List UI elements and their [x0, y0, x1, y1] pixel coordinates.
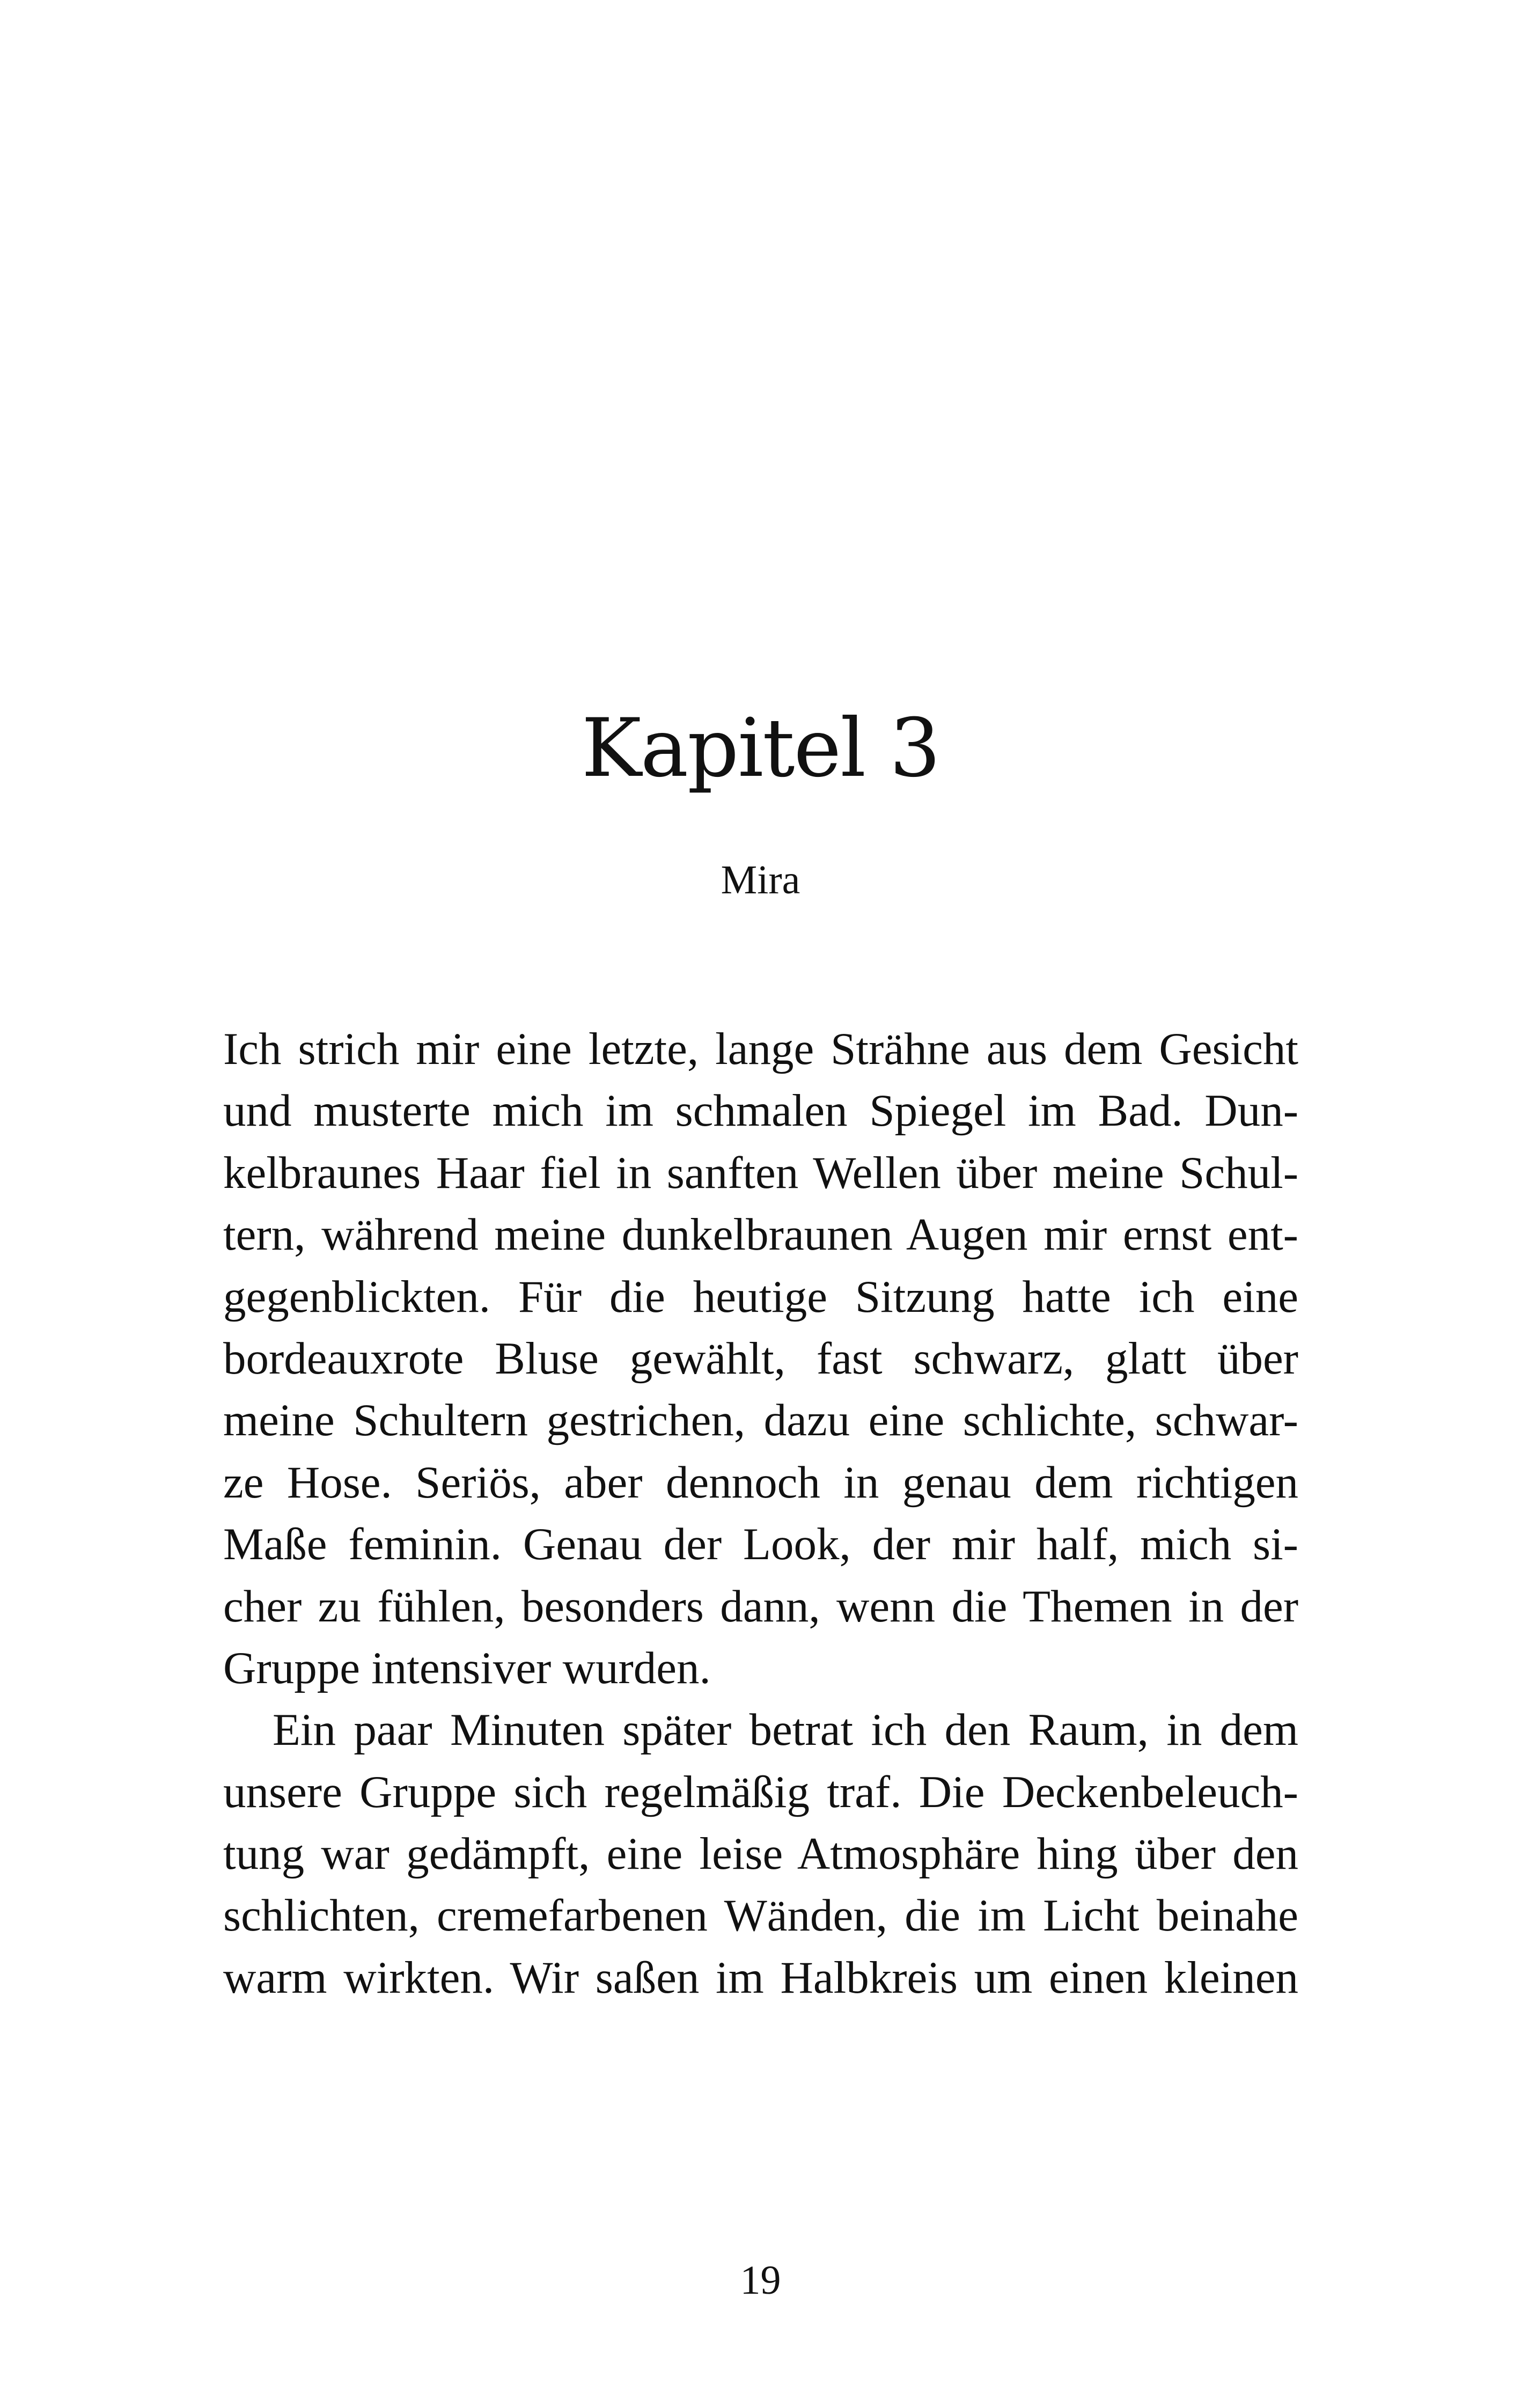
text-line: schlichten, cremefarbenen Wänden, die im Licht beinahe: [223, 1890, 1298, 1941]
text-line: gegenblickten. Für die heutige Sitzung hatte ich eine: [223, 1271, 1298, 1322]
text-line: warm wirkten. Wir saßen im Halbkreis um einen kleinen: [223, 1952, 1298, 2003]
text-line: Ein paar Minuten später betrat ich den Raum, in dem: [273, 1705, 1298, 1756]
text-line: kelbraunes Haar fiel in sanften Wellen über meine Schul-: [223, 1147, 1298, 1198]
text-line: tern, während meine dunkelbraunen Augen mir ernst ent-: [223, 1209, 1298, 1260]
text-line: Ich strich mir eine letzte, lange Strähne aus dem Gesicht: [223, 1024, 1298, 1074]
text-line: tung war gedämpft, eine leise Atmosphäre hing über den: [223, 1829, 1298, 1880]
text-line: Maße feminin. Genau der Look, der mir half, mich si-: [223, 1519, 1298, 1570]
text-line: cher zu fühlen, besonders dann, wenn die Themen in der: [223, 1581, 1298, 1632]
page-number: 19: [740, 2258, 781, 2303]
text-line: unsere Gruppe sich regelmäßig traf. Die Deckenbeleuch-: [223, 1766, 1298, 1817]
chapter-subtitle: Mira: [721, 857, 800, 902]
text-line: bordeauxrote Bluse gewählt, fast schwarz, glatt über: [223, 1333, 1298, 1384]
text-line: und musterte mich im schmalen Spiegel im Bad. Dun-: [223, 1085, 1298, 1136]
text-line: ze Hose. Seriös, aber dennoch in genau dem richtigen: [223, 1457, 1298, 1508]
chapter-title: Kapitel 3: [581, 702, 940, 795]
text-line: Gruppe intensiver wurden.: [223, 1642, 711, 1693]
text-line: meine Schultern gestrichen, dazu eine schlichte, schwar-: [223, 1395, 1298, 1446]
body-text: [223, 1018, 1298, 2009]
